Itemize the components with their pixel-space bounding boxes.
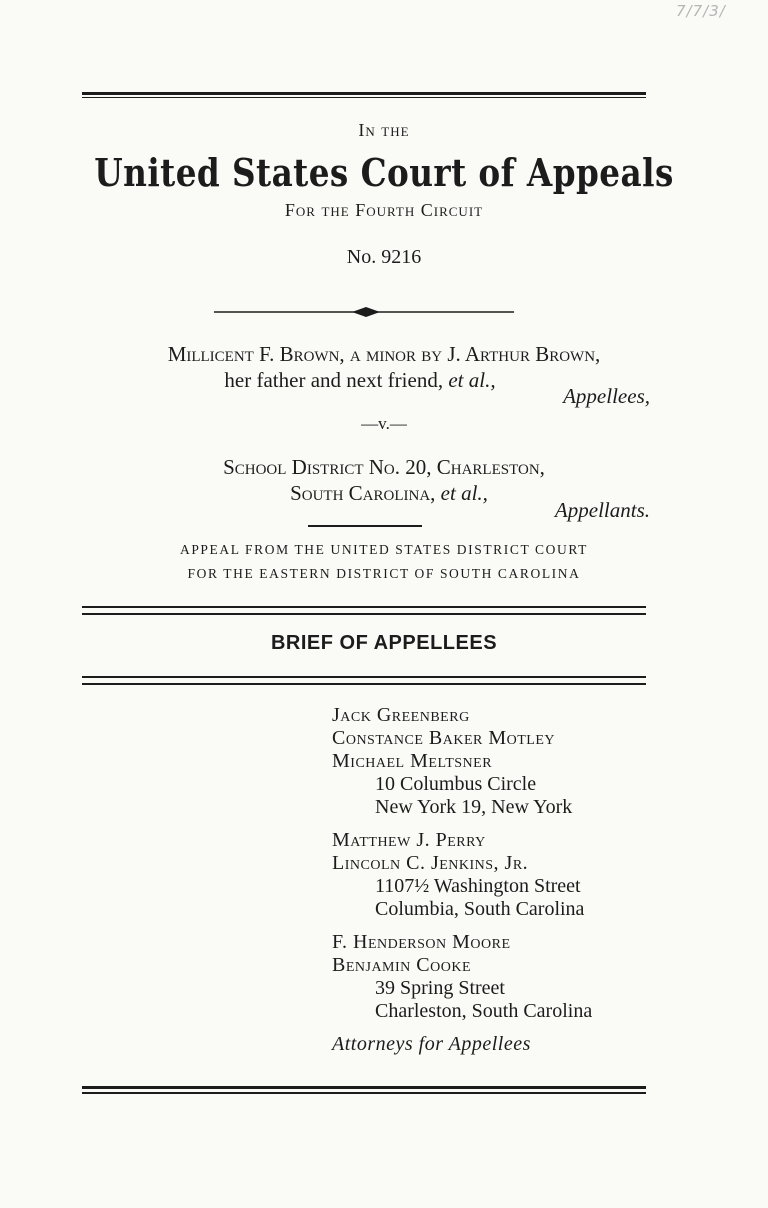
circuit-heading: For the Fourth Circuit [284,200,484,220]
attorney-address: 39 Spring Street [375,977,505,999]
attorney-address: 1107½ Washington Street [375,875,581,897]
title-top-rule [82,606,646,608]
attorney-address: Columbia, South Carolina [375,898,585,920]
handwritten-marginalia: 7/7/3/ [676,2,726,20]
title-top-rule-secondary [82,613,646,615]
attorneys-block [332,704,592,1056]
attorney-name: Matthew J. Perry [332,829,486,851]
appellees-block [0,341,768,393]
in-the-heading: In the [358,120,410,140]
appellants-etal: et al., [440,481,488,505]
bottom-rule [82,1086,646,1089]
appellees-line2 [0,367,768,393]
appellants-block [0,454,768,506]
attorney-group-2 [332,829,592,921]
versus: —v.— [361,414,407,433]
bottom-rule-secondary [82,1092,646,1094]
attorney-group-1 [332,704,592,819]
attorney-group-3 [332,931,592,1023]
attorney-address: Charleston, South Carolina [375,1000,593,1022]
appellees-line2-text: her father and next friend, [224,368,449,392]
appellants-line2-text: South Carolina, [290,481,441,505]
appeal-from-line1: APPEAL FROM THE UNITED STATES DISTRICT COURT [179,542,589,557]
appellees-etal: et al., [448,368,496,392]
top-rule-secondary [82,97,646,98]
case-number: No. 9216 [346,246,422,268]
title-bottom-rule [82,676,646,678]
appellants-line2 [0,480,768,506]
short-divider [308,525,422,527]
attorney-name: Michael Meltsner [332,750,493,772]
appellants-role: Appellants. [554,498,650,522]
attorney-name: Benjamin Cooke [332,954,472,976]
appellants-line1: School District No. 20, Charleston, [223,455,545,479]
attorney-name: F. Henderson Moore [332,931,511,953]
brief-title: BRIEF OF APPELLEES [270,632,498,654]
title-bottom-rule-secondary [82,683,646,685]
attorney-name: Constance Baker Motley [332,727,555,749]
attorney-name: Lincoln C. Jenkins, Jr. [332,852,529,874]
attorneys-footer: Attorneys for Appellees [332,1033,531,1055]
attorney-name: Jack Greenberg [332,704,470,726]
court-name: United States Court of Appeals [94,150,674,195]
appellees-line1: Millicent F. Brown, a minor by J. Arthur Brown, [167,342,601,366]
attorney-address: New York 19, New York [375,796,573,818]
ornament-divider [214,306,514,318]
appeal-from-line2: FOR THE EASTERN DISTRICT OF SOUTH CAROLINA [187,566,581,581]
attorney-address: 10 Columbus Circle [375,773,537,795]
top-rule [82,92,646,95]
appellees-role: Appellees, [563,384,650,408]
